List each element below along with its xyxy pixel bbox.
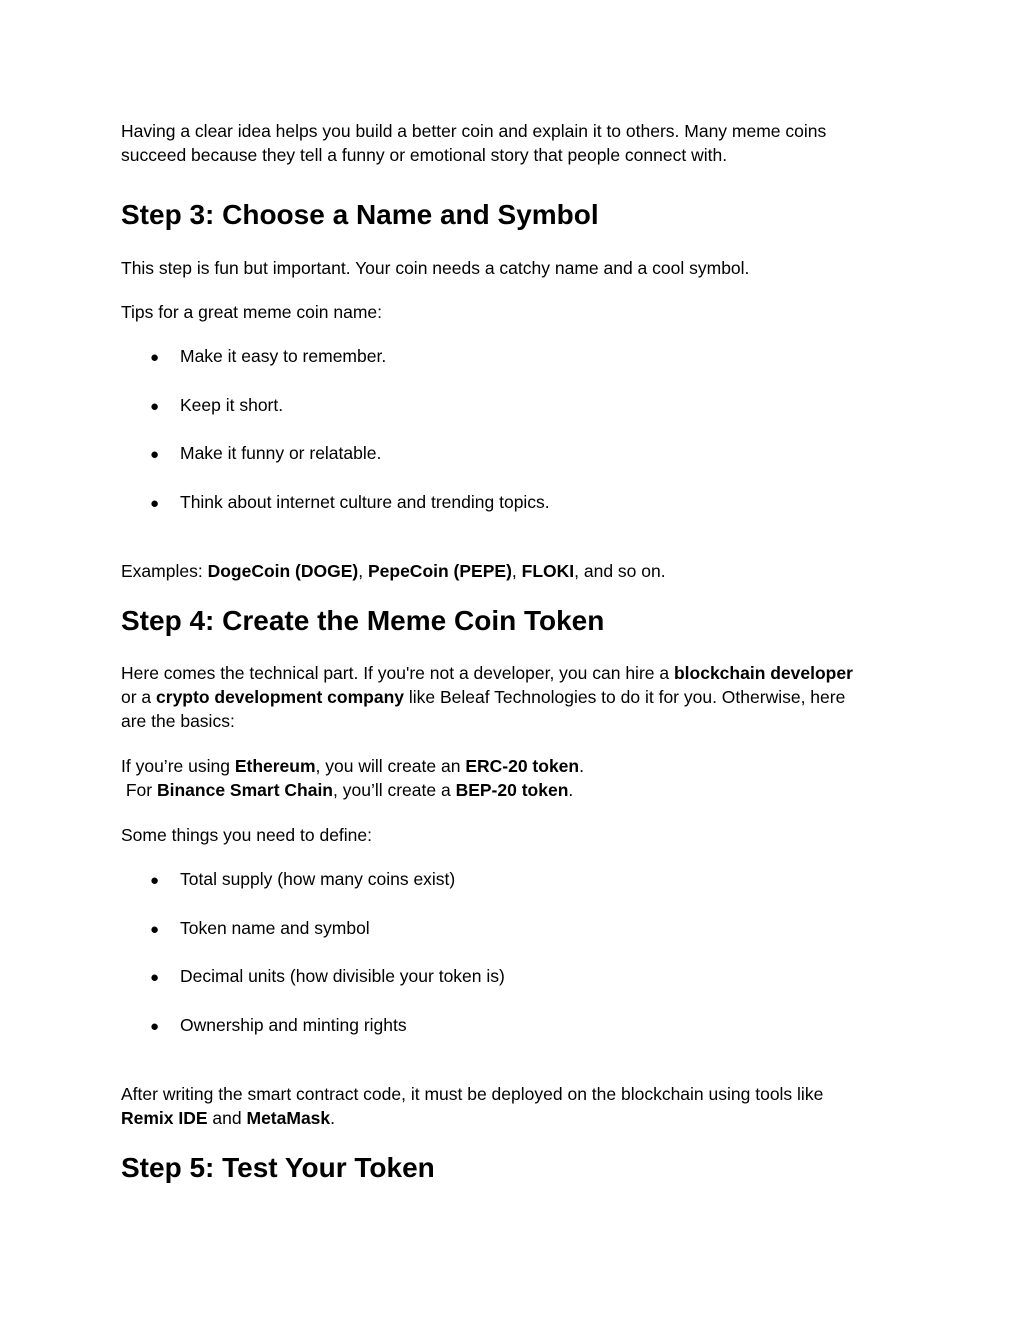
list-item xyxy=(150,916,910,942)
bold-metamask: MetaMask xyxy=(246,1108,331,1128)
examples-suffix: , and so on. xyxy=(574,561,666,581)
intro-line-1: Having a clear idea helps you build a better coin and explain it to others. Many meme coins xyxy=(121,121,827,141)
text-run: Here comes the technical part. If you're not a developer, you can hire a xyxy=(121,663,674,683)
text-run: and xyxy=(207,1108,247,1128)
text-run: After writing the smart contract code, it must be deployed on the blockchain using tools like xyxy=(121,1084,824,1104)
step4-heading: Step 4: Create the Meme Coin Token xyxy=(121,605,605,636)
list-item xyxy=(150,393,910,419)
intro-line-2: succeed because they tell a funny or emotional story that people connect with. xyxy=(121,145,728,165)
examples-paragraph xyxy=(121,559,911,583)
text-run: are the basics: xyxy=(121,711,235,731)
list-item-text: Total supply (how many coins exist) xyxy=(180,869,456,889)
step4-paragraph-3 xyxy=(121,1082,911,1130)
bullet-icon: ● xyxy=(150,1018,160,1035)
bold-crypto-development-company: crypto development company xyxy=(156,687,405,707)
step5-heading: Step 5: Test Your Token xyxy=(121,1152,435,1183)
step3-heading: Step 3: Choose a Name and Symbol xyxy=(121,199,599,230)
bullet-icon: ● xyxy=(150,349,160,366)
bullet-icon: ● xyxy=(150,495,160,512)
list-item xyxy=(150,344,910,370)
text-run: . xyxy=(568,780,574,800)
step4-paragraph-1 xyxy=(121,661,911,733)
examples-separator: , xyxy=(358,561,368,581)
list-item xyxy=(150,490,910,516)
examples-prefix: Examples: xyxy=(121,561,208,581)
text-run: , you’ll create a xyxy=(333,780,456,800)
list-item-text: Think about internet culture and trending topics. xyxy=(180,492,550,512)
bold-ethereum: Ethereum xyxy=(234,756,316,776)
text-run: or a xyxy=(121,687,157,707)
bullet-icon: ● xyxy=(150,969,160,986)
bullet-icon: ● xyxy=(150,398,160,415)
text-run: For xyxy=(121,780,157,800)
example-floki: FLOKI xyxy=(521,561,575,581)
list-item-text: Token name and symbol xyxy=(180,918,370,938)
examples-separator: , xyxy=(511,561,522,581)
list-item xyxy=(150,867,910,893)
text-run: , you will create an xyxy=(315,756,466,776)
example-dogecoin: DogeCoin (DOGE) xyxy=(207,561,359,581)
define-label: Some things you need to define: xyxy=(121,825,373,845)
text-run: . xyxy=(579,756,584,776)
list-item-text: Decimal units (how divisible your token is) xyxy=(180,966,505,986)
list-item xyxy=(150,441,910,467)
list-item-text: Keep it short. xyxy=(180,395,284,415)
text-run: . xyxy=(330,1108,336,1128)
text-run: If you’re using xyxy=(121,756,235,776)
bold-binance-smart-chain: Binance Smart Chain xyxy=(156,780,334,800)
bullet-icon: ● xyxy=(150,921,160,938)
bold-bep20-token: BEP-20 token xyxy=(455,780,569,800)
tips-label: Tips for a great meme coin name: xyxy=(121,302,382,322)
step3-paragraph: This step is fun but important. Your coin needs a catchy name and a cool symbol. xyxy=(121,258,750,278)
bold-erc20-token: ERC-20 token xyxy=(465,756,580,776)
list-item-text: Ownership and minting rights xyxy=(180,1015,407,1035)
intro-paragraph xyxy=(121,119,911,167)
list-item xyxy=(150,1013,910,1039)
text-run: like Beleaf Technologies to do it for you. Otherwise, here xyxy=(404,687,846,707)
bold-remix-ide: Remix IDE xyxy=(121,1108,208,1128)
list-item xyxy=(150,964,910,990)
bold-blockchain-developer: blockchain developer xyxy=(673,663,853,683)
example-pepecoin: PepeCoin (PEPE) xyxy=(367,561,512,581)
bullet-icon: ● xyxy=(150,446,160,463)
list-item-text: Make it funny or relatable. xyxy=(180,443,382,463)
list-item-text: Make it easy to remember. xyxy=(180,346,387,366)
step4-paragraph-2 xyxy=(121,754,911,802)
bullet-icon: ● xyxy=(150,872,160,889)
